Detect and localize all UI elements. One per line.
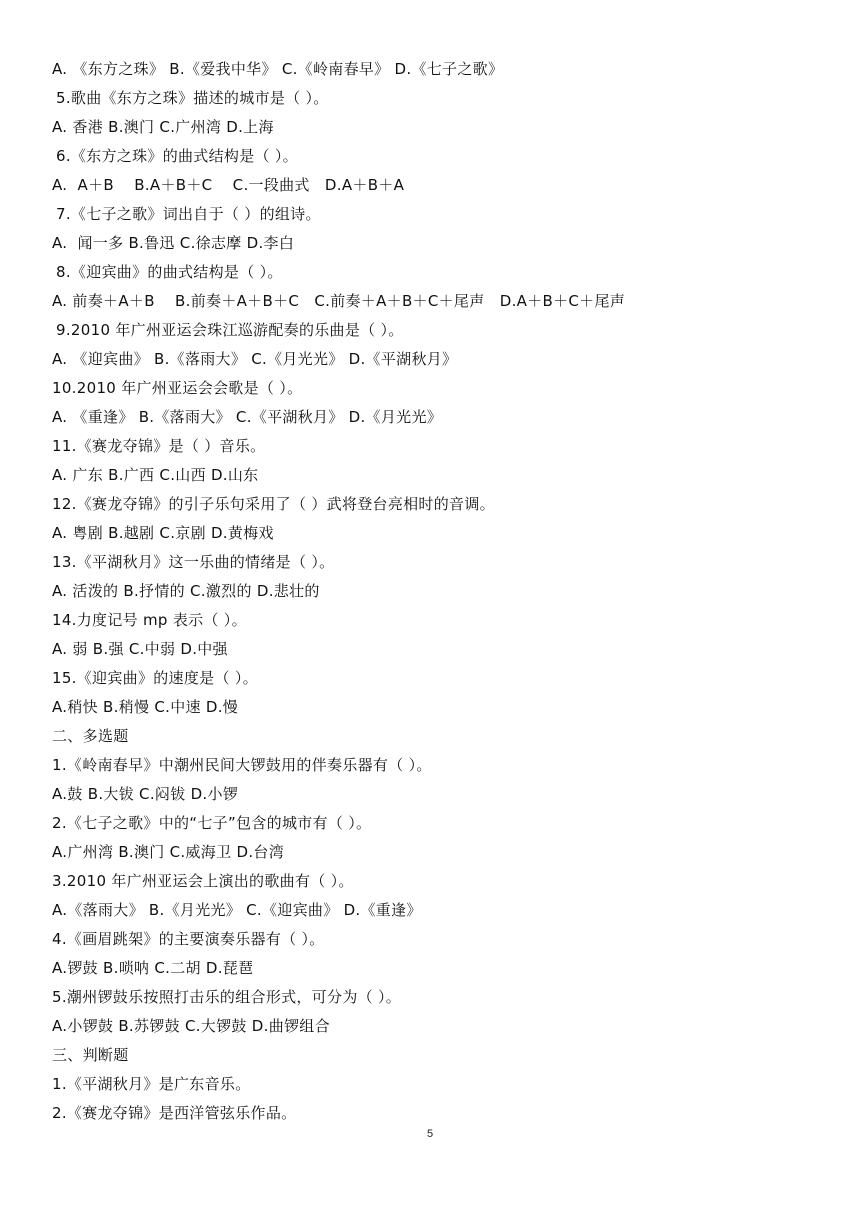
text-line: 13.《平湖秋月》这一乐曲的情绪是（ ）。 [52,553,335,571]
text-line: A. 前奏＋A＋B B.前奏＋A＋B＋C C.前奏＋A＋B＋C＋尾声 D.A＋B＋C＋尾声 [52,292,626,310]
section-heading: 二、多选题 [52,727,129,745]
text-line: A. 《迎宾曲》 B.《落雨大》 C.《月光光》 D.《平湖秋月》 [52,350,458,368]
text-line: A.稍快 B.稍慢 C.中速 D.慢 [52,698,239,716]
text-line: A.广州湾 B.澳门 C.威海卫 D.台湾 [52,843,284,861]
text-line: 1.《岭南春早》中潮州民间大锣鼓用的伴奏乐器有（ ）。 [52,756,432,774]
text-line: A.鼓 B.大钹 C.闷钹 D.小锣 [52,785,239,803]
text-line: A. 《东方之珠》 B.《爱我中华》 C.《岭南春早》 D.《七子之歌》 [52,60,504,78]
text-line: 6.《东方之珠》的曲式结构是（ ）。 [56,147,298,165]
text-line: 4.《画眉跳架》的主要演奏乐器有（ ）。 [52,930,325,948]
text-line: 1.《平湖秋月》是广东音乐。 [52,1075,251,1093]
text-line: A. 《重逢》 B.《落雨大》 C.《平湖秋月》 D.《月光光》 [52,408,443,426]
text-line: 9.2010 年广州亚运会珠江巡游配奏的乐曲是（ ）。 [56,321,404,339]
text-line: 2.《赛龙夺锦》是西洋管弦乐作品。 [52,1104,297,1122]
text-line: 5.歌曲《东方之珠》描述的城市是（ ）。 [56,89,329,107]
text-line: A. 弱 B.强 C.中弱 D.中强 [52,640,228,658]
text-line: A. 香港 B.澳门 C.广州湾 D.上海 [52,118,274,136]
text-line: A.小锣鼓 B.苏锣鼓 C.大锣鼓 D.曲锣组合 [52,1017,330,1035]
text-line: A.锣鼓 B.唢呐 C.二胡 D.琵琶 [52,959,254,977]
section-heading: 三、判断题 [52,1046,129,1064]
question-list [52,55,842,1128]
text-line: 12.《赛龙夺锦》的引子乐句采用了（ ）武将登台亮相时的音调。 [52,495,495,513]
page-number: 5 [426,1128,434,1140]
text-line: 14.力度记号 mp 表示（ ）。 [52,611,247,629]
text-line: A. 粤剧 B.越剧 C.京剧 D.黄梅戏 [52,524,274,542]
text-line: A. 广东 B.广西 C.山西 D.山东 [52,466,259,484]
text-line: 8.《迎宾曲》的曲式结构是（ ）。 [56,263,283,281]
text-line: A.《落雨大》 B.《月光光》 C.《迎宾曲》 D.《重逢》 [52,901,422,919]
text-line: A. 活泼的 B.抒情的 C.激烈的 D.悲壮的 [52,582,320,600]
text-line: 10.2010 年广州亚运会会歌是（ ）。 [52,379,303,397]
text-line: 3.2010 年广州亚运会上演出的歌曲有（ ）。 [52,872,354,890]
text-line: A. A＋B B.A＋B＋C C.一段曲式 D.A＋B＋A [52,176,405,194]
text-line: A. 闻一多 B.鲁迅 C.徐志摩 D.李白 [52,234,295,252]
text-line: 11.《赛龙夺锦》是（ ）音乐。 [52,437,266,455]
text-line: 5.潮州锣鼓乐按照打击乐的组合形式，可分为（ ）。 [52,988,402,1006]
text-line: 15.《迎宾曲》的速度是（ ）。 [52,669,258,687]
text-line: 7.《七子之歌》词出自于（ ）的组诗。 [56,205,321,223]
text-line: 2.《七子之歌》中的“七子”包含的城市有（ ）。 [52,814,372,832]
